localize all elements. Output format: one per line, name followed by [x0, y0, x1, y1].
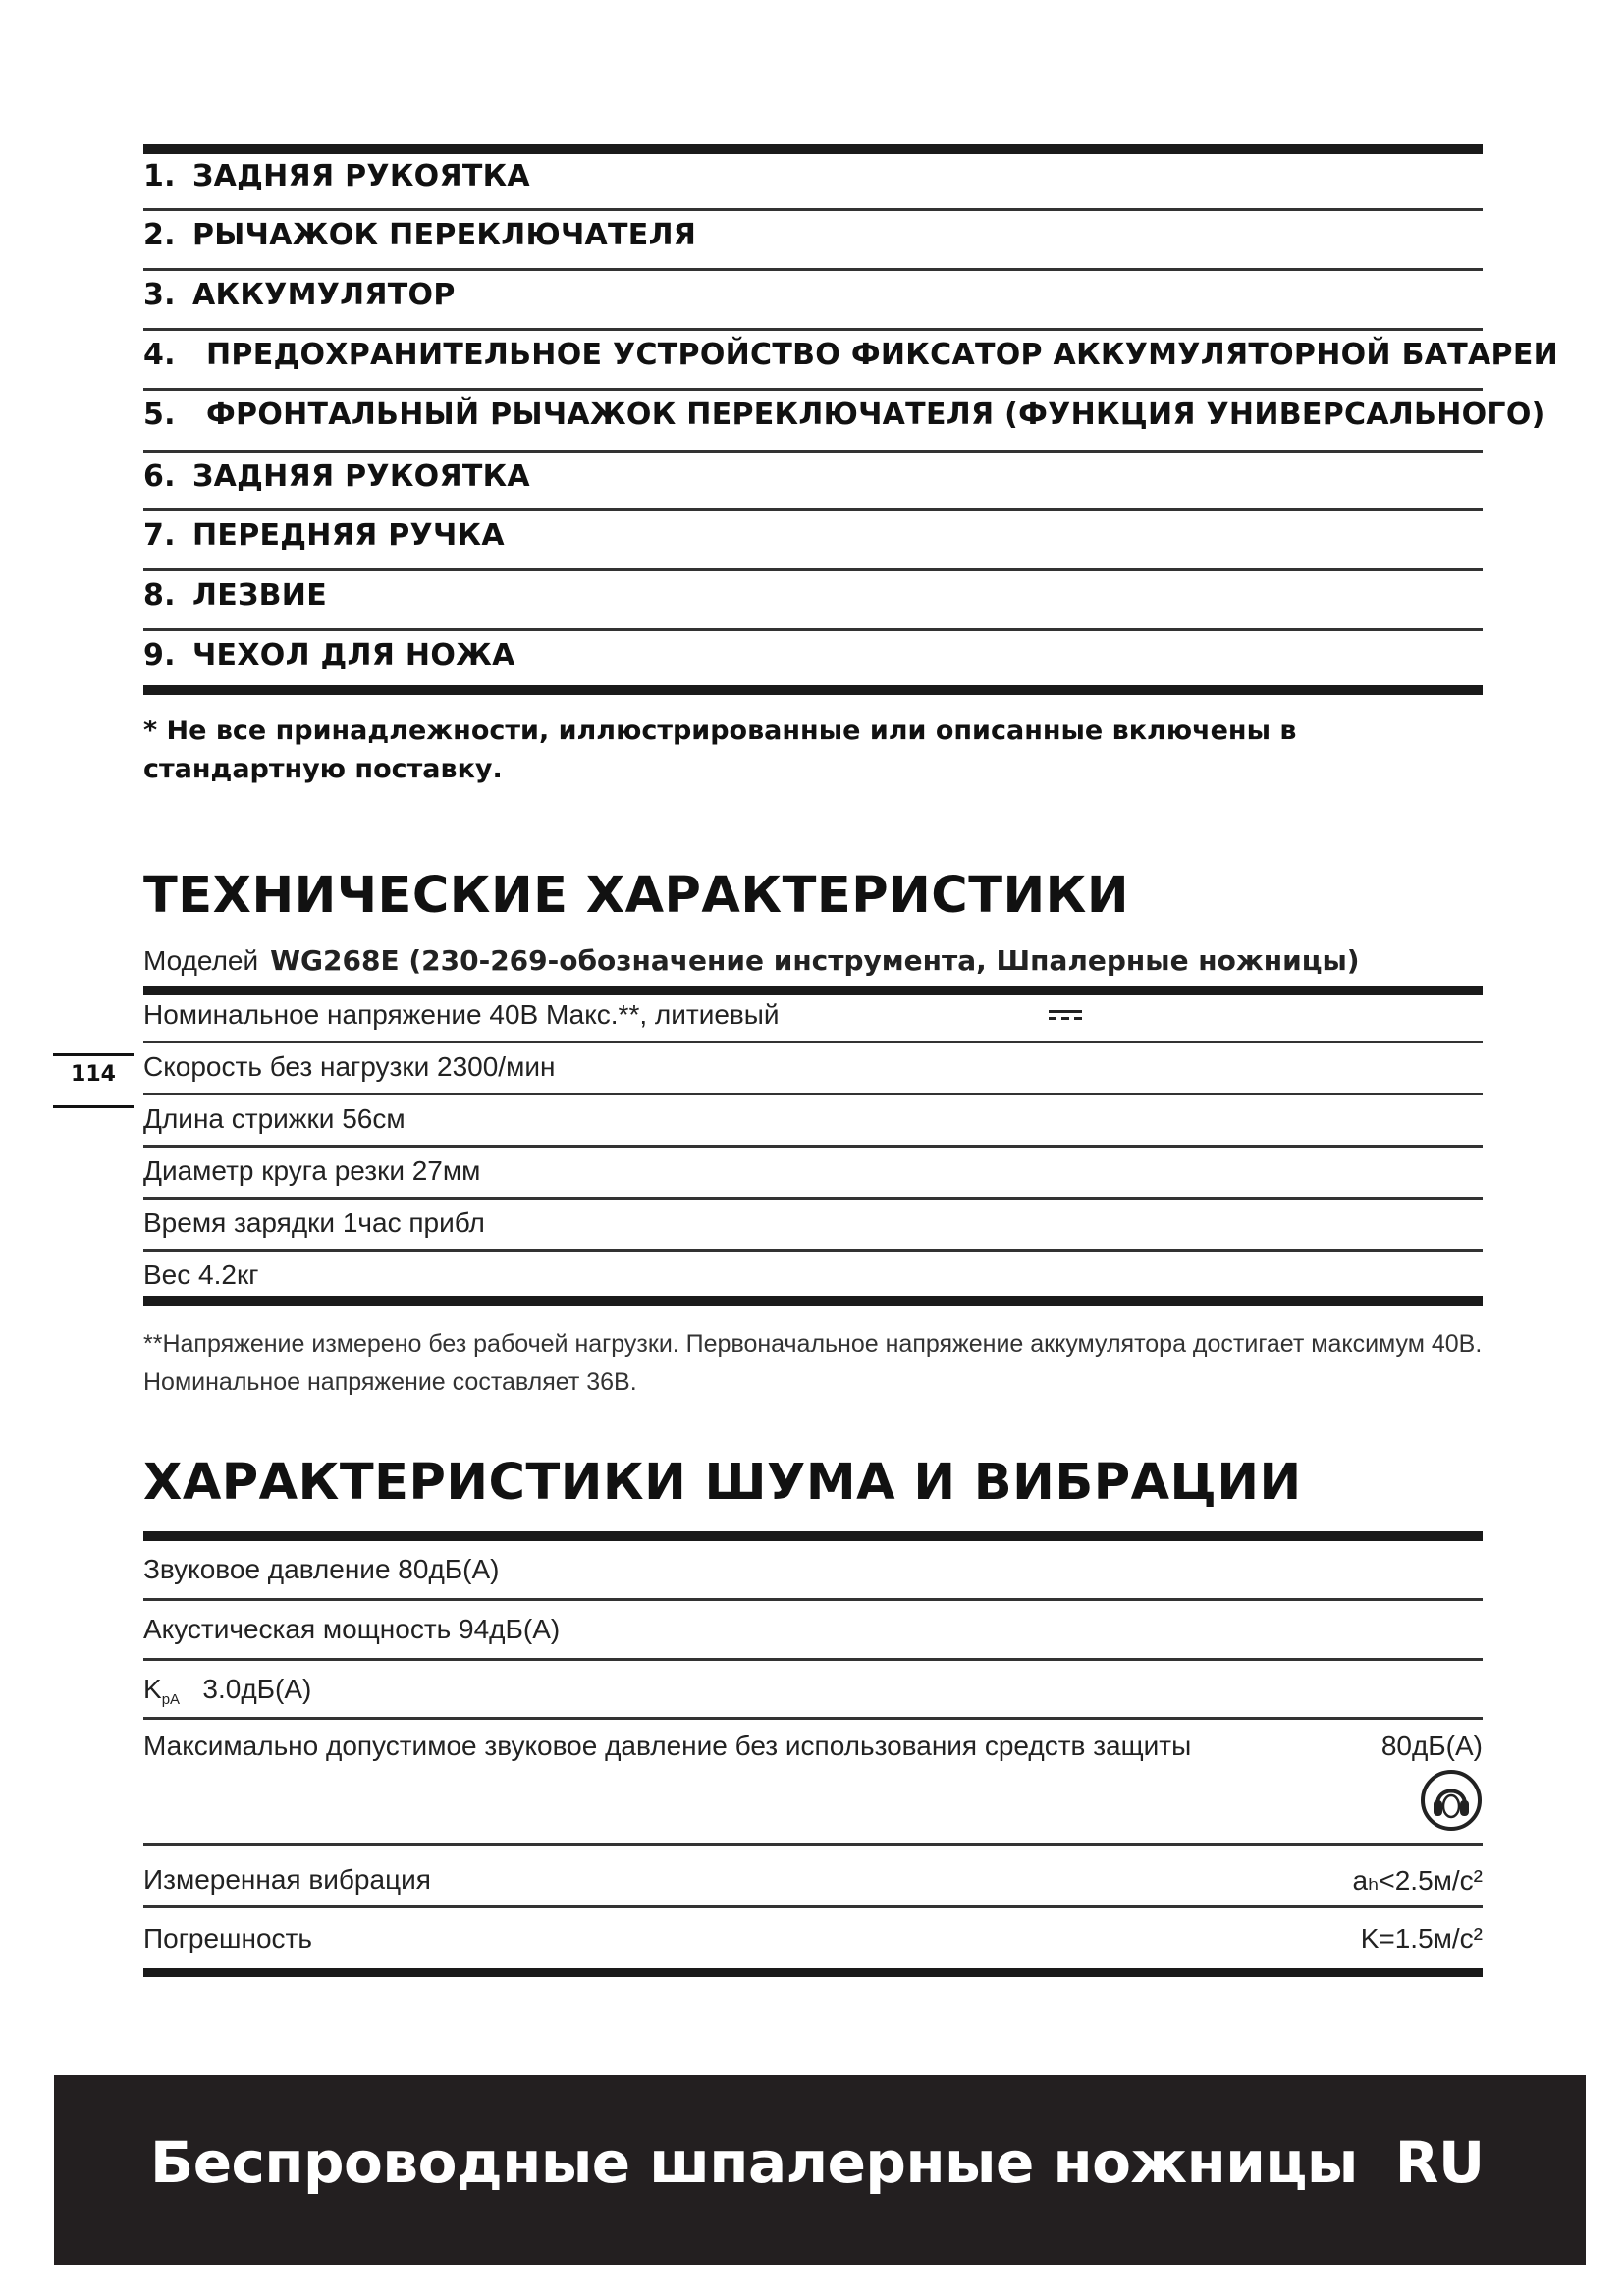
part-label: ПЕРЕДНЯЯ РУЧКА	[192, 518, 505, 553]
part-label: ПРЕДОХРАНИТЕЛЬНОЕ УСТРОЙСТВО ФИКСАТОР АККУМУЛЯТОРНОЙ БАТАРЕИ	[206, 338, 1559, 372]
part-number: 8.	[143, 578, 176, 613]
uncertainty-value: K=1.5м/с²	[1360, 1923, 1483, 1953]
vibration-label: Измеренная вибрация	[143, 1864, 431, 1895]
divider	[143, 388, 1483, 391]
part-item	[143, 278, 1483, 312]
part-item	[143, 159, 1483, 193]
divider	[143, 1249, 1483, 1252]
divider	[143, 268, 1483, 271]
page-number-rule-top	[53, 1053, 134, 1056]
footer-title: Беспроводные шпалерные ножницы	[150, 2129, 1358, 2196]
part-label: ФРОНТАЛЬНЫЙ РЫЧАЖОК ПЕРЕКЛЮЧАТЕЛЯ (ФУНКЦИЯ УНИВЕРСАЛЬНОГО)	[206, 398, 1545, 432]
noise-title: ХАРАКТЕРИСТИКИ ШУМА И ВИБРАЦИИ	[143, 1454, 1302, 1512]
sound-power-row: Акустическая мощность 94дБ(А)	[143, 1614, 561, 1644]
kpa-value: 3.0дБ(А)	[202, 1674, 312, 1704]
part-label: ЗАДНЯЯ РУКОЯТКА	[192, 159, 530, 193]
uncertainty-row	[143, 1923, 1483, 1954]
accessories-note: * Не все принадлежности, иллюстрированные или описанные включены в стандартную поставку.	[143, 716, 1297, 784]
divider	[143, 1093, 1483, 1095]
divider	[143, 1905, 1483, 1908]
page-number-rule-bottom	[53, 1105, 134, 1108]
sound-pressure-row: Звуковое давление 80дБ(А)	[143, 1554, 500, 1584]
tech-specs-title: ТЕХНИЧЕСКИЕ ХАРАКТЕРИСТИКИ	[143, 867, 1130, 925]
spec-row: Номинальное напряжение 40В Макс.**, литиевый	[143, 999, 780, 1030]
divider	[143, 208, 1483, 211]
dc-current-icon	[1049, 1010, 1082, 1020]
noise-top-rule	[143, 1531, 1483, 1541]
spec-row: Диаметр круга резки 27мм	[143, 1155, 481, 1186]
parts-bottom-rule	[143, 685, 1483, 695]
specs-bottom-rule	[143, 1296, 1483, 1306]
ear-protection-icon	[1420, 1769, 1483, 1832]
page-number: 114	[71, 1062, 116, 1087]
max-pressure-label: Максимально допустимое звуковое давление без использования средств защиты	[143, 1731, 1192, 1761]
divider	[143, 1145, 1483, 1148]
divider	[143, 1197, 1483, 1200]
uncertainty-label: Погрешность	[143, 1923, 312, 1953]
specs-top-rule	[143, 986, 1483, 995]
part-number: 2.	[143, 218, 176, 252]
part-label: ЧЕХОЛ ДЛЯ НОЖА	[192, 638, 515, 672]
divider	[143, 1843, 1483, 1846]
footer-banner	[54, 2075, 1586, 2265]
part-item	[143, 459, 1483, 494]
part-number: 3.	[143, 278, 176, 312]
max-pressure-value: 80дБ(А)	[1380, 1731, 1483, 1761]
language-code: RU	[1394, 2129, 1485, 2196]
max-pressure-row	[143, 1731, 1483, 1762]
part-number: 6.	[143, 459, 176, 494]
divider	[143, 450, 1483, 453]
parts-top-rule	[143, 144, 1483, 154]
part-number: 4.	[143, 338, 176, 372]
uncertainty-kpa-row	[143, 1674, 1483, 1708]
spec-row: Время зарядки 1час прибл	[143, 1207, 485, 1238]
footer-title-line	[150, 2129, 1485, 2196]
part-item	[143, 398, 1545, 432]
part-label: АККУМУЛЯТОР	[192, 278, 456, 312]
divider	[143, 328, 1483, 331]
part-number: 9.	[143, 638, 176, 672]
vibration-row	[143, 1864, 1483, 1896]
part-item	[143, 218, 1483, 252]
part-number: 1.	[143, 159, 176, 193]
part-label: ЗАДНЯЯ РУКОЯТКА	[192, 459, 530, 494]
divider	[143, 1041, 1483, 1043]
divider	[143, 1717, 1483, 1720]
noise-bottom-rule	[143, 1968, 1483, 1977]
divider	[143, 568, 1483, 571]
divider	[143, 1598, 1483, 1601]
divider	[143, 628, 1483, 631]
spec-row: Вес 4.2кг	[143, 1259, 259, 1290]
vibration-value: aₕ<2.5м/с²	[1352, 1865, 1483, 1896]
part-label: ЛЕЗВИЕ	[192, 578, 327, 613]
kpa-subscript: pA	[161, 1691, 181, 1708]
part-item	[143, 338, 1559, 372]
part-number: 7.	[143, 518, 176, 553]
divider	[143, 1658, 1483, 1661]
divider	[143, 508, 1483, 511]
part-item	[143, 638, 1483, 672]
model-row	[143, 944, 1483, 977]
voltage-note: **Напряжение измерено без рабочей нагрузки. Первоначальное напряжение аккумулятора достигает максимум 40В. Номинальное напряжение составляет 36В.	[143, 1330, 1483, 1396]
part-item	[143, 578, 1483, 613]
part-label: РЫЧАЖОК ПЕРЕКЛЮЧАТЕЛЯ	[192, 218, 697, 252]
model-value: WG268E (230-269-обозначение инструмента, Шпалерные ножницы)	[270, 944, 1360, 977]
kpa-symbol: K	[143, 1674, 162, 1704]
part-item	[143, 518, 1483, 553]
spec-row: Длина стрижки 56см	[143, 1103, 406, 1134]
part-number: 5.	[143, 398, 176, 432]
model-label: Моделей	[143, 945, 259, 976]
spec-row: Скорость без нагрузки 2300/мин	[143, 1051, 556, 1082]
